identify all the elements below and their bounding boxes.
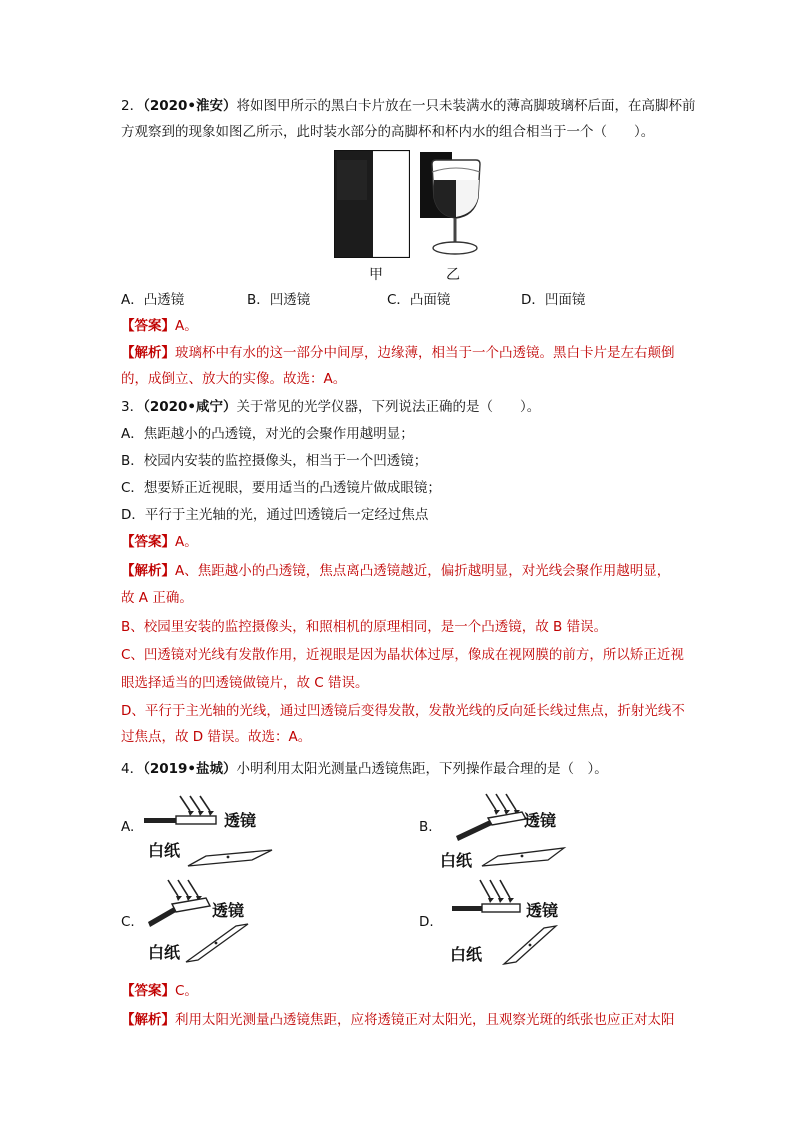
q3-answer-value: A。 bbox=[175, 534, 198, 550]
q2-option-d: D．凹面镜 bbox=[521, 292, 586, 308]
q3-analysis-line5: 眼选择适当的凹透镜做镜片，故 C 错误。 bbox=[121, 675, 369, 691]
q3-stem-text: 关于常见的光学仪器，下列说法正确的是（ ）。 bbox=[236, 399, 541, 415]
q4-stem bbox=[121, 759, 608, 779]
q4-analysis-tag: 【解析】 bbox=[121, 1012, 175, 1028]
q4-c-paper-label: 白纸 bbox=[148, 943, 181, 962]
q2-analysis-text1: 玻璃杯中有水的这一部分中间厚，边缘薄，相当于一个凸透镜。黑白卡片是左右颠倒 bbox=[175, 345, 675, 361]
q3-option-a: A．焦距越小的凸透镜，对光的会聚作用越明显； bbox=[121, 426, 414, 442]
q4-analysis-line1 bbox=[121, 1010, 675, 1030]
figure-jia-card bbox=[334, 150, 410, 258]
q3-option-d: D．平行于主光轴的光，通过凹透镜后一定经过焦点 bbox=[121, 507, 429, 523]
q3-source: （2020•咸宁） bbox=[143, 399, 237, 415]
q2-answer bbox=[121, 316, 198, 336]
q4-option-b-label: B. bbox=[419, 819, 433, 835]
q2-option-c: C．凸面镜 bbox=[387, 292, 451, 308]
q2-option-b: B．凹透镜 bbox=[247, 292, 311, 308]
q4-stem-text: 小明利用太阳光测量凸透镜焦距，下列操作最合理的是（ ）。 bbox=[236, 761, 608, 777]
q4-b-paper-label: 白纸 bbox=[440, 851, 473, 870]
q4-option-d-label: D. bbox=[419, 914, 434, 930]
q2-stem-line1 bbox=[121, 96, 696, 116]
q2-analysis-line1 bbox=[121, 343, 675, 363]
q3-analysis-line2: 故 A 正确。 bbox=[121, 590, 193, 606]
q3-analysis-line4: C、凹透镜对光线有发散作用，近视眼是因为晶状体过厚，像成在视网膜的前方，所以矫正近视 bbox=[121, 647, 684, 663]
q3-option-c: C．想要矫正近视眼，要用适当的凸透镜片做成眼镜； bbox=[121, 480, 441, 496]
q3-analysis-line6: D、平行于主光轴的光线，通过凹透镜后变得发散，发散光线的反向延长线过焦点，折射光线不 bbox=[121, 703, 685, 719]
q4-number: 4． bbox=[121, 761, 144, 777]
figure-yi-goblet bbox=[418, 150, 498, 260]
q3-answer-tag: 【答案】 bbox=[121, 534, 175, 550]
q4-d-paper-label: 白纸 bbox=[450, 945, 483, 964]
q3-option-b: B．校园内安装的监控摄像头，相当于一个凹透镜； bbox=[121, 453, 428, 469]
q4-answer-value: C。 bbox=[175, 983, 198, 999]
q2-analysis-line2: 的，成倒立、放大的实像。故选：A。 bbox=[121, 371, 347, 387]
q4-a-lens-label: 透镜 bbox=[224, 811, 257, 830]
q4-option-a-label: A. bbox=[121, 819, 135, 835]
q2-stem-text1: 将如图甲所示的黑白卡片放在一只未装满水的薄高脚玻璃杯后面，在高脚杯前 bbox=[236, 98, 696, 114]
q2-number: 2． bbox=[121, 98, 144, 114]
q4-source: （2019•盐城） bbox=[143, 761, 237, 777]
q3-stem bbox=[121, 397, 540, 417]
q4-answer bbox=[121, 981, 198, 1001]
q3-analysis-tag: 【解析】 bbox=[121, 563, 175, 579]
q4-b-lens-label: 透镜 bbox=[524, 811, 557, 830]
q4-option-a-figure bbox=[144, 794, 274, 874]
q2-stem-line2: 方观察到的现象如图乙所示，此时装水部分的高脚杯和杯内水的组合相当于一个（ ）。 bbox=[121, 124, 655, 140]
q4-a-paper-label: 白纸 bbox=[148, 841, 181, 860]
q3-number: 3． bbox=[121, 399, 144, 415]
q4-c-lens-label: 透镜 bbox=[212, 901, 245, 920]
q3-answer bbox=[121, 532, 198, 552]
q4-option-c-label: C. bbox=[121, 914, 135, 930]
q4-analysis-text1: 利用太阳光测量凸透镜焦距，应将透镜正对太阳光，且观察光斑的纸张也应正对太阳 bbox=[175, 1012, 675, 1028]
q3-analysis-line1 bbox=[121, 561, 670, 581]
q4-d-lens-label: 透镜 bbox=[526, 901, 559, 920]
q2-answer-value: A。 bbox=[175, 318, 198, 334]
q3-analysis-line7: 过焦点，故 D 错误。故选：A。 bbox=[121, 729, 312, 745]
q3-analysis-line3: B、校园里安装的监控摄像头，和照相机的原理相同，是一个凸透镜，故 B 错误。 bbox=[121, 619, 608, 635]
q2-analysis-tag: 【解析】 bbox=[121, 345, 175, 361]
q3-analysis-text1: A、焦距越小的凸透镜，焦点离凸透镜越近，偏折越明显，对光线会聚作用越明显， bbox=[175, 563, 671, 579]
q2-source: （2020•淮安） bbox=[143, 98, 237, 114]
figure-label-yi: 乙 bbox=[446, 267, 460, 283]
figure-label-jia: 甲 bbox=[369, 267, 383, 283]
q2-option-a: A．凸透镜 bbox=[121, 292, 185, 308]
q2-answer-tag: 【答案】 bbox=[121, 318, 175, 334]
q4-answer-tag: 【答案】 bbox=[121, 983, 175, 999]
